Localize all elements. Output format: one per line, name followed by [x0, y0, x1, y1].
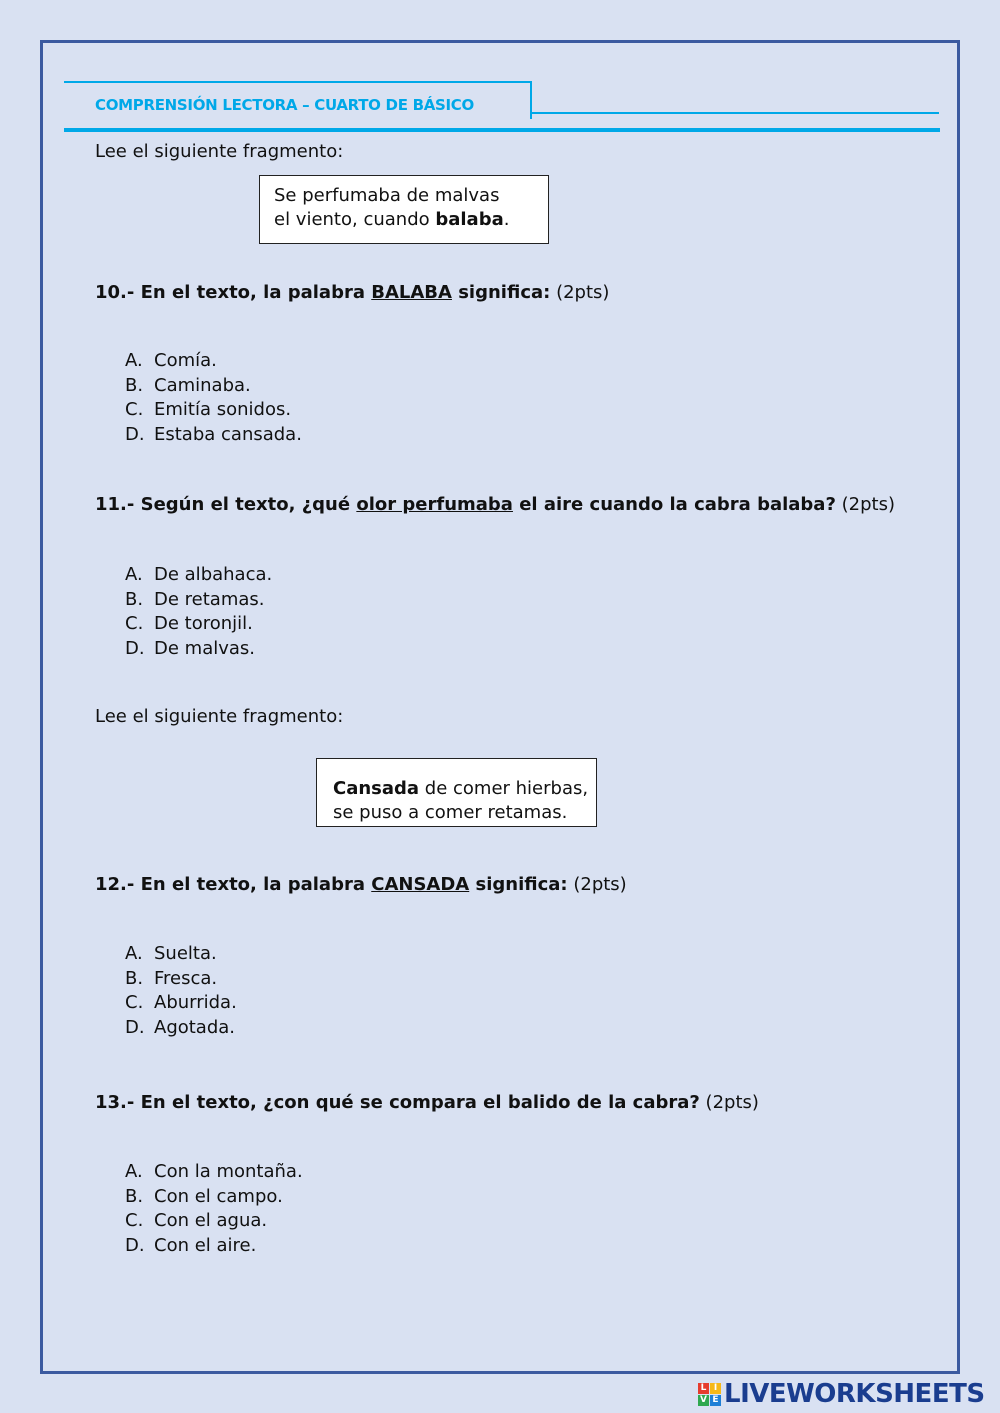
- option[interactable]: A. De albahaca.: [125, 564, 273, 585]
- question-10: 10.- En el texto, la palabra BALABA significa: (2pts): [95, 282, 610, 303]
- question-13: 13.- En el texto, ¿con qué se compara el balido de la cabra? (2pts): [95, 1092, 759, 1113]
- header-rule-thin: [531, 112, 939, 114]
- options-11: [125, 563, 272, 661]
- option[interactable]: D. Agotada.: [125, 1016, 236, 1038]
- options-10: [125, 349, 302, 447]
- option[interactable]: B. Caminaba.: [125, 374, 251, 396]
- option[interactable]: A. Con la montaña.: [125, 1161, 303, 1182]
- option[interactable]: C. De toronjil.: [125, 613, 253, 634]
- brand-name: LIVEWORKSHEETS: [724, 1379, 985, 1409]
- option[interactable]: D. Estaba cansada.: [125, 423, 302, 445]
- page-title: COMPRENSIÓN LECTORA – CUARTO DE BÁSICO: [95, 96, 474, 114]
- fragment-line: Cansada de comer hierbas,: [333, 778, 589, 799]
- option[interactable]: D. Con el aire.: [125, 1234, 257, 1256]
- option[interactable]: D. De malvas.: [125, 637, 256, 659]
- fragment-line: se puso a comer retamas.: [333, 802, 568, 823]
- fragment-line: el viento, cuando balaba.: [274, 209, 510, 230]
- fragment-box-1: [259, 175, 549, 244]
- fragment-intro-1: Lee el siguiente fragmento:: [95, 141, 344, 162]
- header-rule: [64, 128, 940, 132]
- question-11: 11.- Según el texto, ¿qué olor perfumaba el aire cuando la cabra balaba? (2pts): [95, 494, 895, 515]
- option[interactable]: A. Suelta.: [125, 943, 217, 964]
- fragment-intro-2: Lee el siguiente fragmento:: [95, 706, 344, 727]
- options-13: [125, 1160, 303, 1258]
- option[interactable]: C. Aburrida.: [125, 992, 237, 1013]
- option[interactable]: A. Comía.: [125, 350, 217, 371]
- option[interactable]: B. De retamas.: [125, 588, 265, 610]
- liveworksheets-brand[interactable]: [698, 1379, 985, 1409]
- fragment-line: Se perfumaba de malvas: [274, 185, 500, 206]
- liveworksheets-logo-icon: L I V E: [698, 1383, 721, 1406]
- options-12: [125, 942, 237, 1040]
- fragment-box-2: [316, 758, 597, 827]
- option[interactable]: C. Con el agua.: [125, 1210, 268, 1231]
- question-12: 12.- En el texto, la palabra CANSADA significa: (2pts): [95, 874, 627, 895]
- option[interactable]: B. Con el campo.: [125, 1185, 283, 1207]
- option[interactable]: B. Fresca.: [125, 967, 218, 989]
- option[interactable]: C. Emitía sonidos.: [125, 399, 292, 420]
